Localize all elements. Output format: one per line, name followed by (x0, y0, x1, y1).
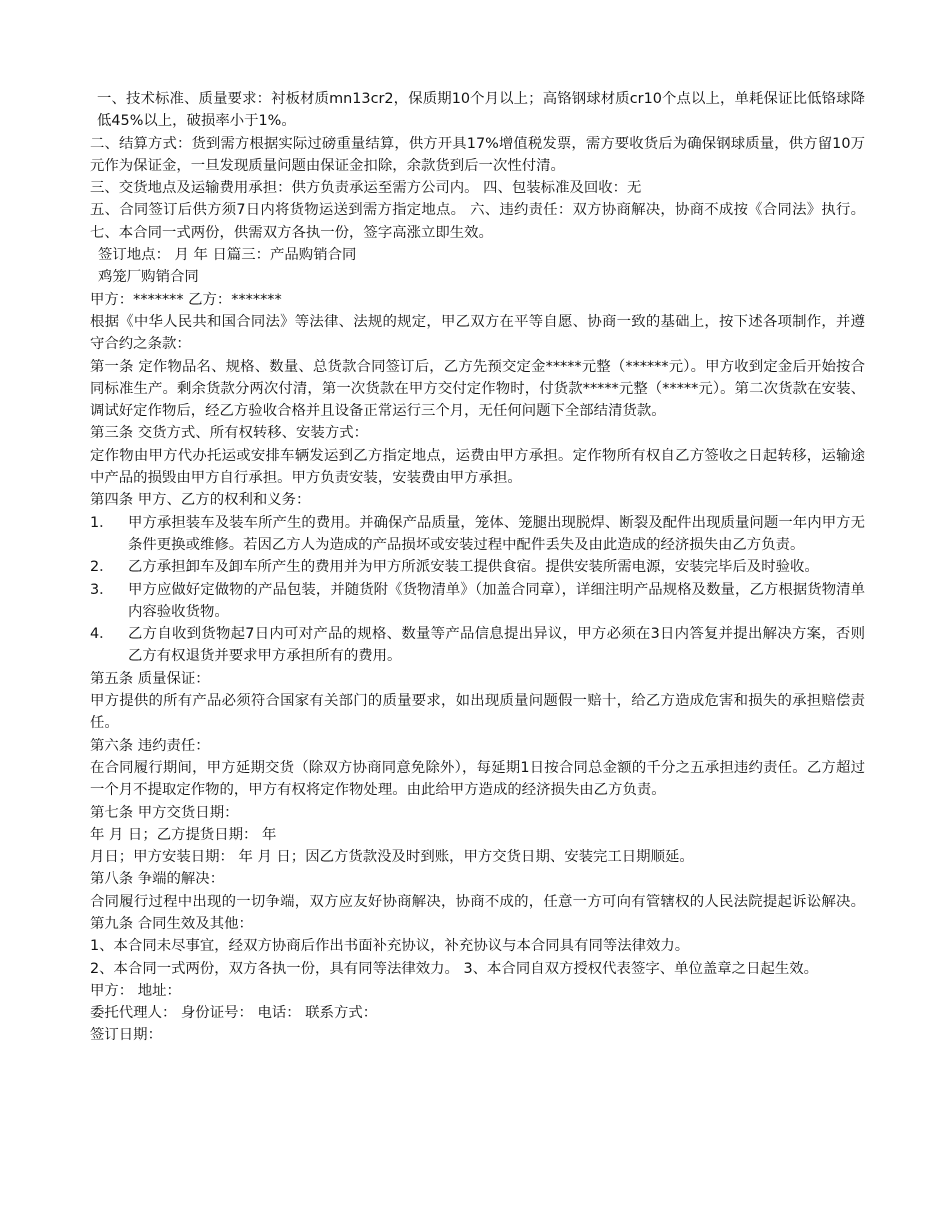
article-5-heading: 第五条 质量保证： (90, 670, 210, 687)
signing-place-line: 签订地点： 月 年 日篇三：产品购销合同 (98, 247, 357, 264)
item-text: 乙方承担卸车及卸车所产生的费用并为甲方所派安装工提供食宿。提供安装所需电源，安装完毕后及时验收。 (128, 559, 819, 576)
signing-date-line: 签订日期： (90, 1027, 162, 1044)
clause-settlement: 二、结算方式：货到需方根据实际过磅重量结算，供方开具17%增值税发票，需方要收货后为确保钢球质量，供方留10万元作为保证金，一旦发现质量问题由保证金扣除，余款货到后一次性付清。 (90, 135, 865, 174)
clause-delivery-packaging: 三、交货地点及运输费用承担：供方负责承运至需方公司内。 四、包装标准及回收：无 (90, 180, 642, 197)
party-a-address-line: 甲方： 地址： (90, 982, 181, 999)
item-number: 2． (90, 559, 114, 576)
article-4-item (90, 623, 865, 668)
article-7-date-line-1: 年 月 日；乙方提货日期： 年 (90, 826, 277, 843)
article-9-item-1: 1、本合同未尽事宜，经双方协商后作出书面补充协议，补充协议与本合同具有同等法律效力。 (90, 938, 690, 955)
item-text: 乙方自收到货物起7日内可对产品的规格、数量等产品信息提出异议，甲方必须在3日内答复并提出解决方案，否则乙方有权退货并要求甲方承担所有的费用。 (128, 626, 865, 665)
article-6-body: 在合同履行期间，甲方延期交货（除双方协商同意免除外），每延期1日按合同总金额的千分之五承担违约责任。乙方超过一个月不提取定作物的，甲方有权将定作物处理。由此给甲方造成的经济损失由乙方负责。 (90, 759, 865, 799)
item-number: 4． (90, 626, 114, 643)
item-text: 甲方承担装车及装车所产生的费用。并确保产品质量，笼体、笼腿出现脱焊、断裂及配件出现质量问题一年内甲方无条件更换或维修。若因乙方人为造成的产品损坏或安装过程中配件丢失及由此造成的经济损失由乙方负责。 (128, 514, 865, 553)
article-4-item (90, 579, 865, 624)
clause-delivery-breach: 五、合同签订后供方须7日内将货物运送到需方指定地点。 六、违约责任：双方协商解决，协商不成按《合同法》执行。 七、本合同一式两份，供需双方各执一份，签字高涨立即生效。 (90, 202, 865, 241)
agent-contact-line: 委托代理人： 身份证号： 电话： 联系方式： (90, 1005, 378, 1022)
article-8-heading: 第八条 争端的解决： (90, 871, 225, 888)
article-1: 第一条 定作物品名、规格、数量、总货款合同签订后，乙方先预交定金*****元整（******元）。甲方收到定金后开始按合同标准生产。剩余货款分两次付清，第一次货款在甲方交付定作物时，付货款*****元整（*****元）。第二次货款在安装、调试好定作物后，经乙方验收合格并且设备正常运行三个月，无任何问题下全部结清货款。 (90, 358, 865, 420)
preamble: 根据《中华人民共和国合同法》等法律、法规的规定，甲乙双方在平等自愿、协商一致的基础上，按下述各项制作，并遵守合约之条款： (90, 313, 865, 353)
article-3-heading: 第三条 交货方式、所有权转移、安装方式： (90, 425, 368, 442)
article-9-item-2-3: 2、本合同一式两份，双方各执一份，具有同等法律效力。 3、本合同自双方授权代表签字、单位盖章之日起生效。 (90, 960, 819, 977)
article-6-heading: 第六条 违约责任： (90, 737, 210, 754)
article-4-heading: 第四条 甲方、乙方的权利和义务： (90, 492, 311, 509)
article-7-heading: 第七条 甲方交货日期： (90, 804, 239, 821)
clause-technical-standard: 一、技术标准、质量要求：衬板材质mn13cr2，保质期10个月以上；高铬钢球材质cr10个点以上，单耗保证比低铬球降低45%以上，破损率小于1%。 (97, 91, 865, 130)
article-5-body: 甲方提供的所有产品必须符合国家有关部门的质量要求，如出现质量问题假一赔十，给乙方造成危害和损失的承担赔偿责任。 (90, 693, 865, 732)
item-number: 1． (90, 514, 114, 531)
article-4-item (90, 556, 865, 578)
article-8-body: 合同履行过程中出现的一切争端，双方应友好协商解决，协商不成的，任意一方可向有管辖权的人民法院提起诉讼解决。第九条 合同生效及其他： (90, 893, 865, 932)
contract-document (90, 88, 865, 1047)
item-text: 甲方应做好定做物的产品包装，并随货附《货物清单》（加盖合同章），详细注明产品规格及数量，乙方根据货物清单内容验收货物。 (128, 581, 865, 620)
article-3-body: 定作物由甲方代办托运或安排车辆发运到乙方指定地点，运费由甲方承担。定作物所有权自乙方签收之日起转移，运输途中产品的损毁由甲方自行承担。甲方负责安装，安装费由甲方承担。 (90, 447, 865, 487)
contract-title: 鸡笼厂购销合同 (98, 269, 199, 286)
article-4-item (90, 512, 865, 557)
parties-line: 甲方：******* 乙方：******* (90, 291, 282, 308)
article-7-date-line-2: 月日；甲方安装日期： 年 月 日；因乙方货款没及时到账，甲方交货日期、安装完工日期顺延。 (90, 849, 694, 866)
item-number: 3． (90, 581, 114, 598)
